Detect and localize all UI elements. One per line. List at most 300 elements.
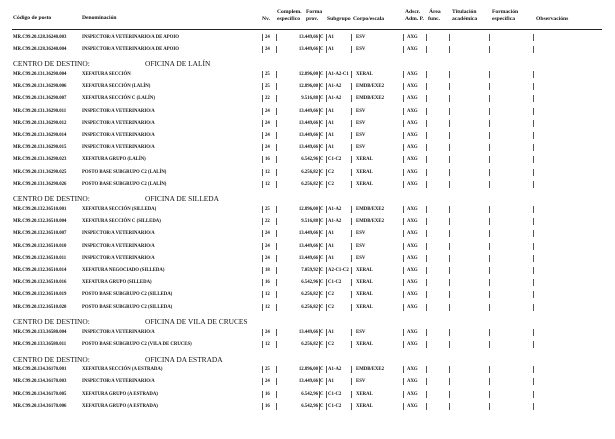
posto-subgrupo: C2 [328,181,334,187]
posto-nivel: 25 [265,84,270,90]
table-row [0,302,615,313]
column-divider [276,291,277,298]
posto-code: MR.C99.20.132.36510.014 [13,267,67,273]
column-divider [449,391,450,398]
column-divider [449,34,450,41]
posto-forma-provision: C [320,206,324,212]
column-divider [426,304,427,311]
column-divider [276,341,277,348]
posto-denominacion: POSTO BASE SUBGRUPO C2 (LALÍN) [82,169,167,175]
column-divider [262,230,263,237]
table-row [0,204,615,215]
posto-denominacion: POSTO BASE SUBGRUPO C2 (SILLEDA) [82,292,173,298]
posto-adscripcion: AXG [407,341,418,347]
posto-corpo-escala: XERAL [356,181,373,187]
column-divider [351,71,352,78]
posto-complemento: 9.516,88 [301,219,318,225]
posto-corpo-escala: ESV [356,255,366,261]
posto-forma-provision: C [320,255,324,261]
column-divider [449,46,450,53]
column-divider [449,144,450,151]
posto-complemento: 12.896,00 [298,367,318,373]
column-divider [403,243,404,250]
posto-code: MR.C99.20.132.36510.001 [13,206,67,212]
posto-corpo-escala: XERAL [356,267,373,273]
posto-forma-provision: C [320,120,324,126]
column-divider [426,132,427,139]
posto-corpo-escala: ESV [356,46,366,52]
column-divider [426,144,427,151]
column-divider [276,243,277,250]
posto-nivel: 12 [265,292,270,298]
posto-code: MR.C99.20.132.36510.011 [13,255,67,261]
column-divider [262,46,263,53]
column-divider [326,71,327,78]
column-divider [276,391,277,398]
posto-code: MR.C99.20.131.36290.026 [13,181,67,187]
column-divider [426,120,427,127]
column-divider [326,156,327,163]
table-row [0,81,615,92]
posto-adscripcion: AXG [407,267,418,273]
posto-adscripcion: AXG [407,280,418,286]
posto-complemento: 12.896,00 [298,206,318,212]
posto-denominacion: INSPECTOR/A VETERINARIO/A DE APOIO [82,46,179,52]
column-divider [326,83,327,90]
column-divider [426,95,427,102]
column-divider [403,206,404,213]
posto-forma-provision: C [320,379,324,385]
column-divider [403,46,404,53]
posto-subgrupo: C2 [328,304,334,310]
posto-code: MR.C99.20.134.36170.006 [13,403,67,409]
column-divider [403,403,404,410]
column-divider [449,206,450,213]
column-divider [276,218,277,225]
posto-code: MR.C99.20.131.36290.004 [13,71,67,77]
posto-adscripcion: AXG [407,145,418,151]
posto-denominacion: XEFATURA SECCIÓN (LALÍN) [82,84,151,90]
column-divider [351,243,352,250]
column-divider [426,391,427,398]
posto-denominacion: XEFATURA GRUPO (LALÍN) [82,157,146,163]
column-divider [449,304,450,311]
posto-corpo-escala: XERAL [356,391,373,397]
column-divider [489,46,490,53]
column-divider [262,144,263,151]
posto-denominacion: XEFATURA GRUPO (A ESTRADA) [82,391,158,397]
posto-corpo-escala: ESV [356,120,366,126]
posto-nivel: 24 [265,231,270,237]
posto-code: MR.C99.20.134.36170.001 [13,367,67,373]
posto-denominacion: INSPECTOR/A VETERINARIO/A [82,231,155,237]
posto-corpo-escala: XERAL [356,169,373,175]
column-divider [533,329,534,336]
posto-denominacion: XEFATURA SECCIÓN C (LALÍN) [82,96,155,102]
posto-nivel: 12 [265,304,270,310]
posto-corpo-escala: XERAL [356,280,373,286]
column-divider [426,46,427,53]
column-divider [449,341,450,348]
posto-forma-provision: C [320,157,324,163]
column-divider [449,108,450,115]
posto-forma-provision: C [320,280,324,286]
posto-corpo-escala: XERAL [356,304,373,310]
posto-subgrupo: C1-C2 [328,157,342,163]
column-divider [489,83,490,90]
centro-destino-label: CENTRO DE DESTINO: [13,317,90,327]
column-divider [533,403,534,410]
column-divider [326,169,327,176]
column-divider [262,132,263,139]
column-divider [351,291,352,298]
column-divider [489,144,490,151]
column-divider [449,83,450,90]
column-divider [533,304,534,311]
column-divider [262,34,263,41]
table-row [0,289,615,300]
table-row [0,277,615,288]
table-row [0,216,615,227]
posto-denominacion: INSPECTOR/A VETERINARIO/A [82,145,155,151]
posto-adscripcion: AXG [407,169,418,175]
posto-code: MR.C99.20.134.36170.005 [13,391,67,397]
posto-code: MR.C99.20.131.36290.025 [13,169,67,175]
column-divider [426,366,427,373]
posto-adscripcion: AXG [407,96,418,102]
posto-forma-provision: C [320,292,324,298]
column-divider [403,291,404,298]
column-divider [326,378,327,385]
column-divider [533,279,534,286]
column-divider [276,255,277,262]
column-divider [426,181,427,188]
posto-subgrupo: A1 [328,132,334,138]
posto-complemento: 6.542,96 [301,280,318,286]
posto-complemento: 13.449,66 [298,255,318,261]
posto-denominacion: XEFATURA SECCIÓN (A ESTRADA) [82,367,163,373]
column-divider [403,181,404,188]
posto-corpo-escala: ESV [356,231,366,237]
posto-nivel: 24 [265,132,270,138]
posto-complemento: 13.449,66 [298,34,318,40]
posto-code: MR.C99.20.132.36510.016 [13,280,67,286]
column-divider [351,230,352,237]
column-divider [426,279,427,286]
column-divider [403,71,404,78]
table-row [0,389,615,400]
column-divider [489,279,490,286]
posto-forma-provision: C [320,84,324,90]
column-divider [351,341,352,348]
column-divider [326,291,327,298]
posto-corpo-escala: XERAL [356,71,373,77]
column-divider [449,218,450,225]
posto-nivel: 24 [265,46,270,52]
posto-nivel: 16 [265,403,270,409]
table-row [0,241,615,252]
column-divider [489,243,490,250]
column-divider [262,181,263,188]
column-divider [276,169,277,176]
column-divider [489,206,490,213]
posto-forma-provision: C [320,391,324,397]
column-divider [262,218,263,225]
office-name: OFICINA DE SILLEDA [145,194,219,204]
posto-code: MR.C99.20.128.36240.003 [13,34,67,40]
column-divider [533,341,534,348]
table-row [0,339,615,350]
posto-code: MR.C99.20.131.36290.014 [13,132,67,138]
column-divider [489,304,490,311]
posto-subgrupo: C2 [328,292,334,298]
posto-code: MR.C99.20.128.36240.004 [13,46,67,52]
column-divider [533,255,534,262]
column-divider [449,291,450,298]
posto-corpo-escala: XERAL [356,157,373,163]
posto-subgrupo: A1-A2 [328,219,342,225]
posto-corpo-escala: XERAL [356,341,373,347]
header-forma-top: Forma [306,9,323,15]
column-divider [533,181,534,188]
column-divider [449,120,450,127]
posto-subgrupo: C2 [328,169,334,175]
column-divider [351,255,352,262]
column-divider [426,169,427,176]
column-divider [326,255,327,262]
posto-nivel: 24 [265,145,270,151]
posto-code: MR.C99.20.131.36290.006 [13,84,67,90]
posto-denominacion: INSPECTOR/A VETERINARIO/A [82,132,155,138]
column-divider [403,230,404,237]
column-divider [533,34,534,41]
column-divider [403,120,404,127]
column-divider [403,378,404,385]
column-divider [533,230,534,237]
posto-adscripcion: AXG [407,71,418,77]
table-row [0,142,615,153]
posto-adscripcion: AXG [407,292,418,298]
posto-forma-provision: C [320,367,324,373]
column-divider [403,144,404,151]
column-divider [276,156,277,163]
posto-nivel: 24 [265,243,270,249]
posto-nivel: 24 [265,255,270,261]
column-divider [262,95,263,102]
column-divider [326,132,327,139]
posto-forma-provision: C [320,96,324,102]
column-divider [262,169,263,176]
column-divider [351,206,352,213]
posto-adscripcion: AXG [407,181,418,187]
column-divider [351,132,352,139]
column-divider [449,378,450,385]
posto-subgrupo: A1 [328,329,334,335]
posto-subgrupo: A1 [328,145,334,151]
column-divider [403,132,404,139]
posto-nivel: 24 [265,379,270,385]
posto-corpo-escala: EMDB/EXE2 [356,96,384,102]
column-divider [326,329,327,336]
column-divider [262,341,263,348]
posto-forma-provision: C [320,403,324,409]
column-divider [533,366,534,373]
header-subgrupo: Subgrupo [327,16,351,22]
column-divider [489,291,490,298]
column-divider [262,267,263,274]
column-divider [533,144,534,151]
posto-denominacion: POSTO BASE SUBGRUPO C2 (SILLEDA) [82,304,173,310]
column-divider [533,156,534,163]
posto-forma-provision: C [320,46,324,52]
header-rule [12,29,602,30]
column-divider [351,120,352,127]
posto-adscripcion: AXG [407,120,418,126]
office-name: OFICINA DE VILA DE CRUCES [145,317,248,327]
column-divider [489,71,490,78]
office-name: OFICINA DE LALÍN [145,59,211,69]
column-divider [276,71,277,78]
posto-adscripcion: AXG [407,403,418,409]
column-divider [326,391,327,398]
column-divider [426,206,427,213]
column-divider [489,120,490,127]
column-divider [403,267,404,274]
posto-code: MR.C99.20.134.36170.003 [13,379,67,385]
column-divider [533,95,534,102]
posto-adscripcion: AXG [407,329,418,335]
column-divider [489,366,490,373]
posto-corpo-escala: ESV [356,145,366,151]
posto-code: MR.C99.20.132.36510.020 [13,304,67,310]
posto-forma-provision: C [320,219,324,225]
posto-subgrupo: C1-C2 [328,403,342,409]
posto-nivel: 24 [265,329,270,335]
posto-denominacion: INSPECTOR/A VETERINARIO/A [82,120,155,126]
posto-nivel: 25 [265,71,270,77]
posto-complemento: 6.542,96 [301,403,318,409]
posto-complemento: 12.896,00 [298,84,318,90]
column-divider [262,366,263,373]
column-divider [262,304,263,311]
header-area-top: Área [429,9,441,15]
posto-forma-provision: C [320,145,324,151]
header-nivel: Nv. [262,16,270,22]
column-divider [276,366,277,373]
table-row [0,93,615,104]
column-divider [262,329,263,336]
posto-adscripcion: AXG [407,46,418,52]
posto-forma-provision: C [320,304,324,310]
posto-nivel: 16 [265,280,270,286]
posto-nivel: 24 [265,108,270,114]
posto-corpo-escala: EMDB/EXE2 [356,219,384,225]
column-divider [326,181,327,188]
posto-complemento: 6.256,82 [301,341,318,347]
table-row [0,327,615,338]
column-divider [262,206,263,213]
posto-subgrupo: A1-A2 [328,84,342,90]
column-divider [403,255,404,262]
column-divider [449,71,450,78]
posto-forma-provision: C [320,181,324,187]
posto-complemento: 12.896,00 [298,71,318,77]
column-divider [426,341,427,348]
column-divider [326,304,327,311]
posto-subgrupo: A1 [328,120,334,126]
posto-corpo-escala: ESV [356,379,366,385]
posto-complemento: 13.449,66 [298,329,318,335]
column-divider [426,243,427,250]
column-divider [351,34,352,41]
column-divider [351,181,352,188]
centro-destino-label: CENTRO DE DESTINO: [13,354,90,364]
column-divider [351,267,352,274]
posto-adscripcion: AXG [407,304,418,310]
posto-adscripcion: AXG [407,255,418,261]
posto-adscripcion: AXG [407,367,418,373]
column-divider [449,156,450,163]
column-divider [426,403,427,410]
column-divider [449,132,450,139]
column-divider [276,108,277,115]
column-divider [262,391,263,398]
posto-subgrupo: A2-C1-C2 [328,267,349,273]
table-row [0,253,615,264]
column-divider [262,156,263,163]
posto-subgrupo: A1-A2 [328,96,342,102]
posto-forma-provision: C [320,243,324,249]
column-divider [489,181,490,188]
posto-adscripcion: AXG [407,34,418,40]
posto-complemento: 13.449,66 [298,231,318,237]
table-row [0,44,615,55]
posto-nivel: 16 [265,391,270,397]
column-divider [489,329,490,336]
column-divider [326,108,327,115]
header-denominacion: Denominación [82,15,117,21]
column-divider [449,255,450,262]
column-divider [533,267,534,274]
posto-adscripcion: AXG [407,219,418,225]
column-divider [403,108,404,115]
posto-forma-provision: C [320,108,324,114]
column-divider [326,34,327,41]
column-divider [426,255,427,262]
column-divider [262,291,263,298]
column-divider [533,120,534,127]
column-divider [449,267,450,274]
column-divider [449,329,450,336]
posto-complemento: 13.449,66 [298,243,318,249]
table-row [0,401,615,412]
column-divider [426,83,427,90]
posto-corpo-escala: EMDB/EXE2 [356,84,384,90]
column-divider [449,181,450,188]
column-divider [351,108,352,115]
table-row [0,364,615,375]
header-observacions: Observacións [536,16,569,22]
column-divider [489,95,490,102]
column-divider [426,378,427,385]
column-divider [426,218,427,225]
column-divider [326,267,327,274]
posto-nivel: 18 [265,267,270,273]
header-corpo: Corpo/escala [353,16,385,22]
column-divider [533,71,534,78]
table-row [0,265,615,276]
table-row [0,130,615,141]
